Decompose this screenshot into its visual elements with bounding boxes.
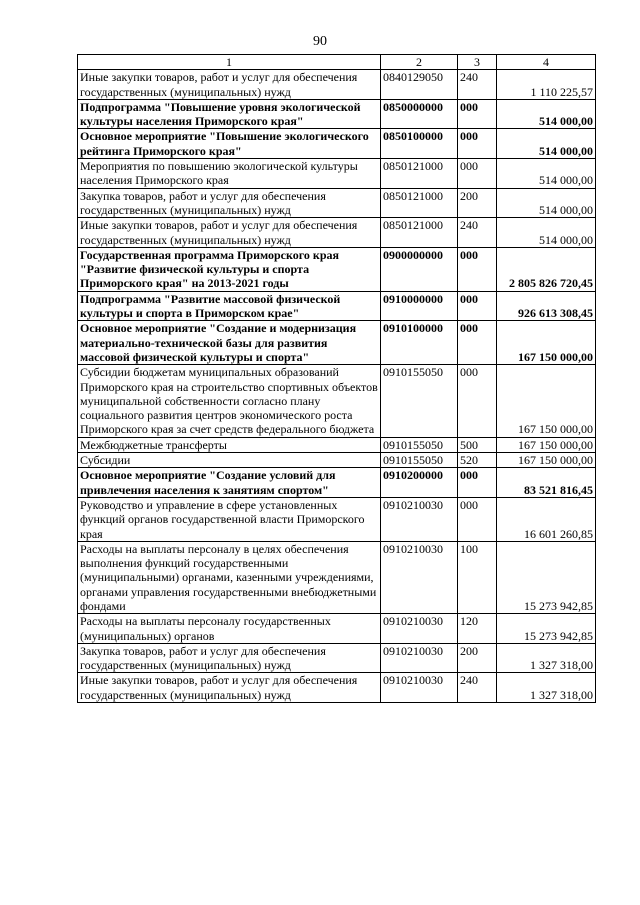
row-code-cell: 0910210030	[381, 497, 458, 541]
row-name-cell: Расходы на выплаты персоналу в целях обеспечения выполнения функций государственными (муниципальными) органами, казенными учреждениями, органами управления государственными внебюджетными фондами	[78, 541, 381, 613]
row-amount-cell: 15 273 942,85	[497, 541, 596, 613]
row-code-cell: 0910210030	[381, 614, 458, 644]
row-name-cell: Основное мероприятие "Создание и модернизация материально-технической базы для развития массовой физической культуры и спорта"	[78, 321, 381, 365]
table-row	[78, 129, 596, 159]
row-code-cell: 0850100000	[381, 129, 458, 159]
row-amount-cell: 514 000,00	[497, 129, 596, 159]
row-type-cell: 000	[458, 291, 497, 321]
row-code-cell: 0840129050	[381, 70, 458, 100]
row-amount-cell: 514 000,00	[497, 99, 596, 129]
table-row	[78, 321, 596, 365]
row-type-cell: 120	[458, 614, 497, 644]
row-type-cell: 240	[458, 673, 497, 703]
row-code-cell: 0910155050	[381, 365, 458, 437]
row-code-cell: 0910210030	[381, 643, 458, 673]
row-amount-cell: 514 000,00	[497, 188, 596, 218]
row-type-cell: 200	[458, 643, 497, 673]
row-type-cell: 520	[458, 453, 497, 468]
row-type-cell: 000	[458, 321, 497, 365]
table-row	[78, 453, 596, 468]
row-name-cell: Закупка товаров, работ и услуг для обеспечения государственных (муниципальных) нужд	[78, 643, 381, 673]
row-type-cell: 240	[458, 218, 497, 248]
row-name-cell: Основное мероприятие "Повышение экологического рейтинга Приморского края"	[78, 129, 381, 159]
column-header-4: 4	[497, 55, 596, 70]
row-code-cell: 0850121000	[381, 218, 458, 248]
table-row	[78, 218, 596, 248]
row-name-cell: Иные закупки товаров, работ и услуг для обеспечения государственных (муниципальных) нужд	[78, 218, 381, 248]
row-code-cell: 0910000000	[381, 291, 458, 321]
row-type-cell: 000	[458, 159, 497, 189]
table-row	[78, 247, 596, 291]
row-name-cell: Подпрограмма "Повышение уровня экологической культуры населения Приморского края"	[78, 99, 381, 129]
table-row	[78, 497, 596, 541]
column-header-2: 2	[381, 55, 458, 70]
table-row	[78, 291, 596, 321]
row-amount-cell: 1 110 225,57	[497, 70, 596, 100]
row-name-cell: Межбюджетные трансферты	[78, 437, 381, 452]
row-code-cell: 0850121000	[381, 159, 458, 189]
table-row	[78, 159, 596, 189]
budget-table-body	[78, 55, 596, 703]
row-type-cell: 240	[458, 70, 497, 100]
page-number: 90	[313, 34, 327, 49]
column-header-3: 3	[458, 55, 497, 70]
row-name-cell: Расходы на выплаты персоналу государственных (муниципальных) органов	[78, 614, 381, 644]
table-row	[78, 673, 596, 703]
row-amount-cell: 514 000,00	[497, 159, 596, 189]
row-name-cell: Субсидии бюджетам муниципальных образований Приморского края на строительство спортивных объектов муниципальной собственности согласно плану социального развития центров экономического роста Приморского края за счет средств федерального бюджета	[78, 365, 381, 437]
row-code-cell: 0850000000	[381, 99, 458, 129]
row-type-cell: 000	[458, 365, 497, 437]
row-amount-cell: 83 521 816,45	[497, 468, 596, 498]
row-amount-cell: 16 601 260,85	[497, 497, 596, 541]
row-code-cell: 0900000000	[381, 247, 458, 291]
table-row	[78, 437, 596, 452]
table-row	[78, 99, 596, 129]
table-row	[78, 541, 596, 613]
row-amount-cell: 2 805 826 720,45	[497, 247, 596, 291]
row-amount-cell: 1 327 318,00	[497, 673, 596, 703]
row-amount-cell: 514 000,00	[497, 218, 596, 248]
row-code-cell: 0910155050	[381, 453, 458, 468]
row-type-cell: 000	[458, 497, 497, 541]
row-amount-cell: 167 150 000,00	[497, 321, 596, 365]
row-amount-cell: 167 150 000,00	[497, 437, 596, 452]
row-name-cell: Основное мероприятие "Создание условий для привлечения населения к занятиям спортом"	[78, 468, 381, 498]
row-code-cell: 0850121000	[381, 188, 458, 218]
row-amount-cell: 1 327 318,00	[497, 643, 596, 673]
row-name-cell: Государственная программа Приморского края "Развитие физической культуры и спорта Приморского края" на 2013-2021 годы	[78, 247, 381, 291]
table-row	[78, 188, 596, 218]
row-type-cell: 000	[458, 99, 497, 129]
row-name-cell: Иные закупки товаров, работ и услуг для обеспечения государственных (муниципальных) нужд	[78, 673, 381, 703]
table-row	[78, 70, 596, 100]
row-type-cell: 500	[458, 437, 497, 452]
table-row	[78, 468, 596, 498]
row-code-cell: 0910210030	[381, 541, 458, 613]
row-code-cell: 0910100000	[381, 321, 458, 365]
row-amount-cell: 926 613 308,45	[497, 291, 596, 321]
row-type-cell: 200	[458, 188, 497, 218]
row-name-cell: Субсидии	[78, 453, 381, 468]
row-amount-cell: 15 273 942,85	[497, 614, 596, 644]
row-name-cell: Мероприятия по повышению экологической культуры населения Приморского края	[78, 159, 381, 189]
row-code-cell: 0910155050	[381, 437, 458, 452]
table-row	[78, 365, 596, 437]
row-name-cell: Руководство и управление в сфере установленных функций органов государственной власти Приморского края	[78, 497, 381, 541]
row-type-cell: 000	[458, 468, 497, 498]
budget-table	[77, 54, 596, 703]
row-type-cell: 000	[458, 129, 497, 159]
row-type-cell: 000	[458, 247, 497, 291]
row-amount-cell: 167 150 000,00	[497, 453, 596, 468]
row-code-cell: 0910200000	[381, 468, 458, 498]
table-header-row	[78, 55, 596, 70]
column-header-1: 1	[78, 55, 381, 70]
row-name-cell: Иные закупки товаров, работ и услуг для обеспечения государственных (муниципальных) нужд	[78, 70, 381, 100]
row-name-cell: Подпрограмма "Развитие массовой физической культуры и спорта в Приморском крае"	[78, 291, 381, 321]
row-amount-cell: 167 150 000,00	[497, 365, 596, 437]
row-code-cell: 0910210030	[381, 673, 458, 703]
table-row	[78, 614, 596, 644]
table-row	[78, 643, 596, 673]
row-type-cell: 100	[458, 541, 497, 613]
row-name-cell: Закупка товаров, работ и услуг для обеспечения государственных (муниципальных) нужд	[78, 188, 381, 218]
